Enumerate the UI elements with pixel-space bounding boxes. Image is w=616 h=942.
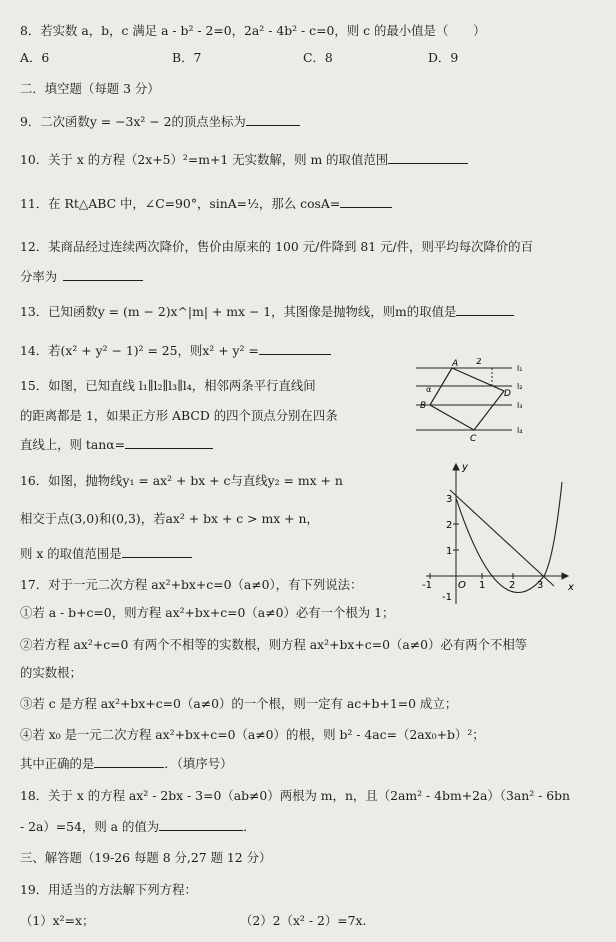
question-17-answer-suffix: ．（填序号） [164,756,233,771]
question-19-part-1: （1）x²=x； [20,913,95,928]
question-16-line-3 [20,545,192,563]
section-2-heading: 二．填空题（每题 3 分） [20,81,160,96]
section-3-heading: 三、解答题（19-26 每题 8 分,27 题 12 分） [20,850,272,865]
y-tick-label-2: 2 [446,520,453,531]
question-17-answer [20,755,233,773]
label-2: 2 [476,358,482,367]
question-17-statement-2a: ②若方程 ax²+c=0 有两个不相等的实数根，则方程 ax²+bx+c=0（a≠0）必有两个不相等 [20,637,528,652]
y-tick-label-1: 1 [446,546,453,557]
question-8-option-d: D．9 [428,50,459,65]
label-c: C [470,434,477,444]
y-tick-label-neg1: -1 [442,592,452,603]
question-18-period: ． [243,819,256,834]
question-14-text: 14．若(x² + y² − 1)² = 25，则x² + y² = [20,343,259,358]
x-tick-label-1: 1 [479,580,486,591]
x-axis-arrow [562,573,568,579]
question-18-line-1: 18．关于 x 的方程 ax² - 2bx - 3=0（ab≠0）两根为 m，n，且（2am² - 4bm+2a）（3an² - 6bn [20,788,571,803]
question-16-line-2: 相交于点(3,0)和(0,3)，若ax² + bx + c > mx + n， [20,511,319,526]
y-axis-label: y [462,462,468,473]
question-9-text: 9．二次函数y = −3x² − 2的顶点坐标为 [20,114,246,129]
x-axis-label: x [568,582,574,593]
question-17-statement-3: ③若 c 是方程 ax²+bx+c=0（a≠0）的一个根，则一定有 ac+b+1=0 成立； [20,696,458,711]
label-alpha: α [426,385,432,394]
question-11-answer-blank [340,195,392,208]
question-10 [20,151,468,169]
question-18-answer-blank [159,818,243,831]
y-axis-arrow [453,464,459,470]
question-17-stem: 17．对于一元二次方程 ax²+bx+c=0（a≠0），有下列说法： [20,577,363,592]
origin-label: O [458,580,466,591]
line-y2 [450,490,554,586]
x-tick-label-2: 2 [509,580,516,591]
y-tick-label-3: 3 [446,494,453,505]
question-17-statement-4: ④若 x₀ 是一元二次方程 ax²+bx+c=0（a≠0）的根，则 b² - 4ac=（2ax₀+b）²； [20,727,485,742]
question-17-statement-2b: 的实数根； [20,665,82,680]
question-17-answer-blank [94,755,164,768]
label-a: A [452,359,459,369]
question-19-part-2: （2）2（x² - 2）=7x. [240,913,367,928]
question-12-text: 分率为 [20,269,58,284]
question-9 [20,113,300,131]
question-13-answer-blank [456,303,514,316]
question-14-answer-blank [259,342,331,355]
question-15-line-3 [20,436,213,454]
question-19-stem: 19．用适当的方法解下列方程： [20,882,197,897]
label-d: D [504,389,511,399]
question-8-option-a: A．6 [20,50,50,65]
question-16-line-1: 16．如图，抛物线y₁ = ax² + bx + c与直线y₂ = mx + n [20,473,343,488]
label-l4: l₄ [517,426,523,435]
question-17-statement-1: ①若 a - b+c=0，则方程 ax²+bx+c=0（a≠0）必有一个根为 1； [20,605,395,620]
x-tick-label-neg1: -1 [422,580,432,591]
question-18-text: - 2a）=54，则 a 的值为 [20,819,160,834]
question-15-line-2: 的距离都是 1，如果正方形 ABCD 的四个顶点分别在四条 [20,408,338,423]
question-16-answer-blank [122,545,192,558]
label-b: B [420,401,427,411]
question-12-line-1: 12．某商品经过连续两次降价，售价由原来的 100 元/件降到 81 元/件，则平均每次降价的百 [20,239,533,254]
question-17-answer-prefix: 其中正确的是 [20,756,95,771]
label-l1: l₁ [517,364,523,373]
label-l2: l₂ [517,382,523,391]
label-l3: l₃ [517,401,523,410]
question-15-line-1: 15．如图，已知直线 l₁∥l₂∥l₃∥l₄，相邻两条平行直线间 [20,378,316,393]
question-12-answer-blank [63,268,143,281]
question-11-text: 11．在 Rt△ABC 中，∠C=90°，sinA=½，那么 cosA= [20,196,341,211]
question-15-text: 直线上，则 tanα= [20,437,125,452]
question-18-line-2 [20,818,256,836]
question-8-option-b: B．7 [172,50,202,65]
question-13-text: 13．已知函数y = (m − 2)x^|m| + mx − 1，其图像是抛物线，则m的取值是 [20,304,457,319]
question-12-line-2 [20,268,143,286]
question-15-figure [412,358,530,444]
question-16-graph [420,458,580,608]
question-8-stem: 8．若实数 a，b，c 满足 a - b² - 2=0，2a² - 4b² - c=0，则 c 的最小值是（ ） [20,23,486,38]
question-10-text: 10．关于 x 的方程（2x+5）²=m+1 无实数解，则 m 的取值范围 [20,152,389,167]
question-16-text: 则 x 的取值范围是 [20,546,122,561]
question-8-option-c: C．8 [303,50,333,65]
question-10-answer-blank [388,151,468,164]
question-9-answer-blank [246,113,300,126]
x-tick-label-3: 3 [537,580,544,591]
square-abcd [430,368,504,430]
question-13 [20,303,514,321]
question-14 [20,342,331,360]
question-15-answer-blank [125,436,213,449]
question-11 [20,195,392,213]
